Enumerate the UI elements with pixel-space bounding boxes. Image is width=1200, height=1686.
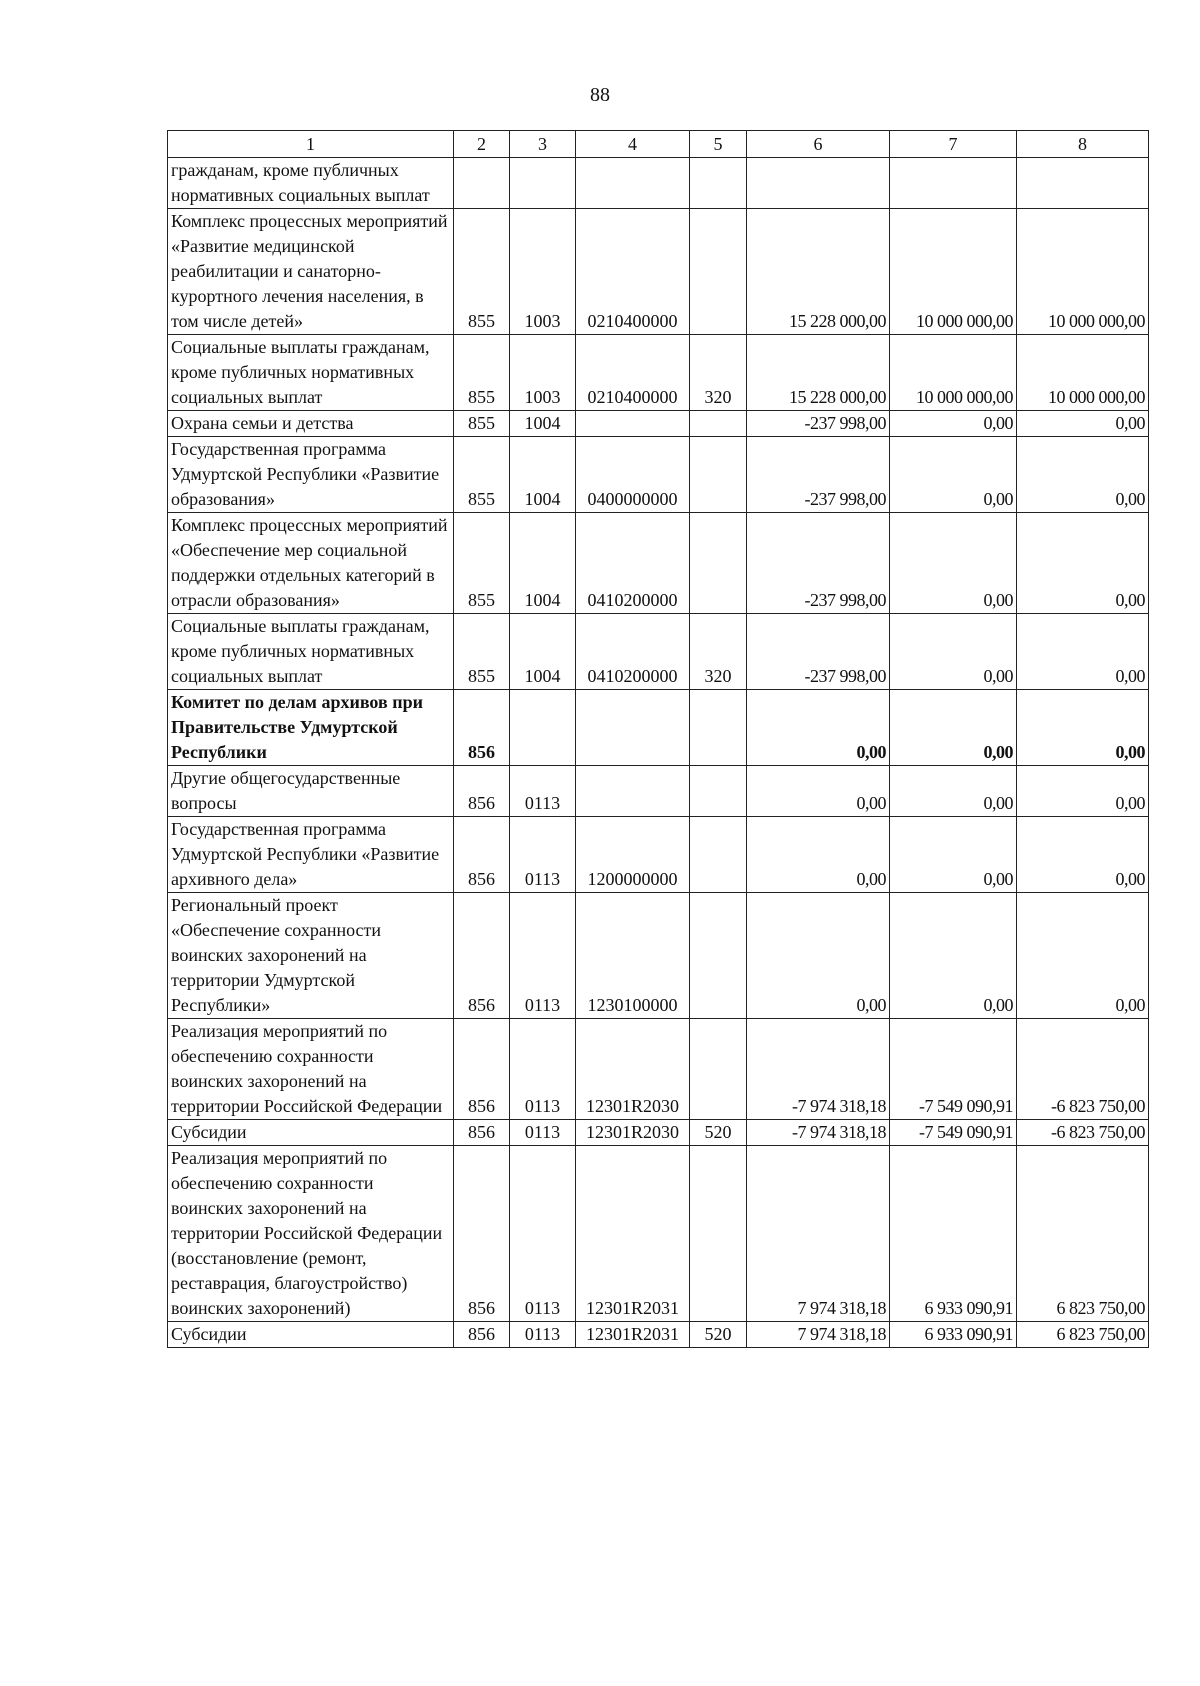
row-name-cell: Комитет по делам архивов при Правительстве Удмуртской Республики [168,690,454,766]
amount-col7-cell: 10 000 000,00 [890,209,1017,335]
section-code-cell: 1003 [510,209,576,335]
row-name-cell: Социальные выплаты гражданам, кроме публичных нормативных социальных выплат [168,614,454,690]
amount-col6-cell: -7 974 318,18 [747,1019,890,1120]
amount-col8-cell: 0,00 [1017,817,1149,893]
amount-col8-cell: 0,00 [1017,893,1149,1019]
expense-type-cell [690,209,747,335]
section-code-cell: 0113 [510,817,576,893]
amount-col8-cell [1017,158,1149,209]
column-header: 1 [168,131,454,158]
section-code-cell [510,690,576,766]
page-number: 88 [590,84,610,106]
section-code-cell: 0113 [510,1019,576,1120]
amount-col6-cell [747,158,890,209]
admin-code-cell: 855 [454,614,510,690]
amount-col8-cell: 0,00 [1017,411,1149,437]
admin-code-cell: 855 [454,335,510,411]
table-row [168,1019,1149,1120]
amount-col6-cell: 0,00 [747,817,890,893]
admin-code-cell: 856 [454,817,510,893]
target-code-cell [576,158,690,209]
target-code-cell: 12301R2030 [576,1120,690,1146]
target-code-cell: 12301R2031 [576,1146,690,1322]
admin-code-cell: 856 [454,1322,510,1348]
amount-col8-cell: 10 000 000,00 [1017,209,1149,335]
row-name-cell: Субсидии [168,1322,454,1348]
admin-code-cell: 855 [454,437,510,513]
target-code-cell: 12301R2030 [576,1019,690,1120]
column-header: 6 [747,131,890,158]
expense-type-cell [690,893,747,1019]
section-code-cell: 0113 [510,893,576,1019]
expense-type-cell: 320 [690,335,747,411]
section-code-cell: 1004 [510,411,576,437]
amount-col7-cell: 0,00 [890,513,1017,614]
expense-type-cell: 520 [690,1322,747,1348]
budget-table [167,130,1149,1348]
expense-type-cell [690,1146,747,1322]
target-code-cell [576,766,690,817]
expense-type-cell [690,437,747,513]
table-row [168,437,1149,513]
row-name-cell: Государственная программа Удмуртской Республики «Развитие архивного дела» [168,817,454,893]
admin-code-cell: 856 [454,690,510,766]
row-name-cell: Охрана семьи и детства [168,411,454,437]
amount-col7-cell [890,158,1017,209]
amount-col7-cell: 0,00 [890,766,1017,817]
table-header-row [168,131,1149,158]
admin-code-cell: 855 [454,513,510,614]
amount-col7-cell: 10 000 000,00 [890,335,1017,411]
table-row [168,1146,1149,1322]
admin-code-cell: 856 [454,1146,510,1322]
target-code-cell: 0210400000 [576,209,690,335]
amount-col6-cell: 0,00 [747,766,890,817]
row-name-cell: гражданам, кроме публичных нормативных социальных выплат [168,158,454,209]
section-code-cell: 0113 [510,1120,576,1146]
amount-col7-cell: -7 549 090,91 [890,1019,1017,1120]
target-code-cell: 0210400000 [576,335,690,411]
target-code-cell: 1230100000 [576,893,690,1019]
amount-col7-cell: 0,00 [890,690,1017,766]
column-header: 3 [510,131,576,158]
table-row [168,1322,1149,1348]
row-name-cell: Региональный проект «Обеспечение сохранности воинских захоронений на территории Удмуртской Республики» [168,893,454,1019]
admin-code-cell: 856 [454,766,510,817]
expense-type-cell [690,766,747,817]
amount-col6-cell: -237 998,00 [747,411,890,437]
table-row [168,513,1149,614]
expense-type-cell: 320 [690,614,747,690]
section-code-cell: 1004 [510,513,576,614]
amount-col6-cell: -237 998,00 [747,513,890,614]
amount-col6-cell: 7 974 318,18 [747,1322,890,1348]
row-name-cell: Реализация мероприятий по обеспечению сохранности воинских захоронений на территории Российской Федерации [168,1019,454,1120]
amount-col8-cell: 0,00 [1017,690,1149,766]
target-code-cell [576,690,690,766]
table-row [168,1120,1149,1146]
admin-code-cell [454,158,510,209]
amount-col6-cell: -237 998,00 [747,437,890,513]
row-name-cell: Реализация мероприятий по обеспечению сохранности воинских захоронений на территории Российской Федерации (восстановление (ремонт, реставрация, благоустройство) воинских захоронений) [168,1146,454,1322]
amount-col8-cell: 0,00 [1017,437,1149,513]
amount-col8-cell: 0,00 [1017,614,1149,690]
target-code-cell: 1200000000 [576,817,690,893]
amount-col7-cell: 0,00 [890,614,1017,690]
amount-col8-cell: 6 823 750,00 [1017,1146,1149,1322]
amount-col6-cell: 0,00 [747,690,890,766]
admin-code-cell: 856 [454,893,510,1019]
section-code-cell: 1004 [510,614,576,690]
amount-col6-cell: 0,00 [747,893,890,1019]
target-code-cell: 12301R2031 [576,1322,690,1348]
amount-col6-cell: 7 974 318,18 [747,1146,890,1322]
table-row [168,158,1149,209]
amount-col8-cell: 6 823 750,00 [1017,1322,1149,1348]
section-code-cell: 0113 [510,1146,576,1322]
section-code-cell: 0113 [510,1322,576,1348]
section-code-cell: 1003 [510,335,576,411]
table-row [168,209,1149,335]
amount-col7-cell: 6 933 090,91 [890,1322,1017,1348]
amount-col6-cell: -237 998,00 [747,614,890,690]
table-row [168,893,1149,1019]
section-code-cell: 0113 [510,766,576,817]
section-code-cell: 1004 [510,437,576,513]
amount-col7-cell: 0,00 [890,817,1017,893]
column-header: 4 [576,131,690,158]
table-row [168,690,1149,766]
expense-type-cell [690,1019,747,1120]
target-code-cell: 0410200000 [576,614,690,690]
expense-type-cell [690,158,747,209]
amount-col8-cell: -6 823 750,00 [1017,1120,1149,1146]
amount-col6-cell: 15 228 000,00 [747,209,890,335]
amount-col6-cell: -7 974 318,18 [747,1120,890,1146]
amount-col7-cell: 6 933 090,91 [890,1146,1017,1322]
target-code-cell [576,411,690,437]
table-row [168,411,1149,437]
expense-type-cell [690,513,747,614]
amount-col8-cell: 0,00 [1017,513,1149,614]
amount-col6-cell: 15 228 000,00 [747,335,890,411]
amount-col8-cell: -6 823 750,00 [1017,1019,1149,1120]
amount-col7-cell: -7 549 090,91 [890,1120,1017,1146]
row-name-cell: Субсидии [168,1120,454,1146]
row-name-cell: Комплекс процессных мероприятий «Развитие медицинской реабилитации и санаторно-курортного лечения населения, в том числе детей» [168,209,454,335]
row-name-cell: Государственная программа Удмуртской Республики «Развитие образования» [168,437,454,513]
table-row [168,766,1149,817]
admin-code-cell: 856 [454,1120,510,1146]
amount-col8-cell: 10 000 000,00 [1017,335,1149,411]
expense-type-cell [690,411,747,437]
admin-code-cell: 856 [454,1019,510,1120]
target-code-cell: 0400000000 [576,437,690,513]
section-code-cell [510,158,576,209]
expense-type-cell [690,690,747,766]
row-name-cell: Социальные выплаты гражданам, кроме публичных нормативных социальных выплат [168,335,454,411]
amount-col7-cell: 0,00 [890,411,1017,437]
admin-code-cell: 855 [454,209,510,335]
admin-code-cell: 855 [454,411,510,437]
table-row [168,335,1149,411]
column-header: 2 [454,131,510,158]
amount-col7-cell: 0,00 [890,893,1017,1019]
column-header: 7 [890,131,1017,158]
table-row [168,817,1149,893]
expense-type-cell: 520 [690,1120,747,1146]
column-header: 5 [690,131,747,158]
row-name-cell: Комплекс процессных мероприятий «Обеспечение мер социальной поддержки отдельных категорий в отрасли образования» [168,513,454,614]
amount-col7-cell: 0,00 [890,437,1017,513]
expense-type-cell [690,817,747,893]
column-header: 8 [1017,131,1149,158]
target-code-cell: 0410200000 [576,513,690,614]
table-row [168,614,1149,690]
row-name-cell: Другие общегосударственные вопросы [168,766,454,817]
amount-col8-cell: 0,00 [1017,766,1149,817]
